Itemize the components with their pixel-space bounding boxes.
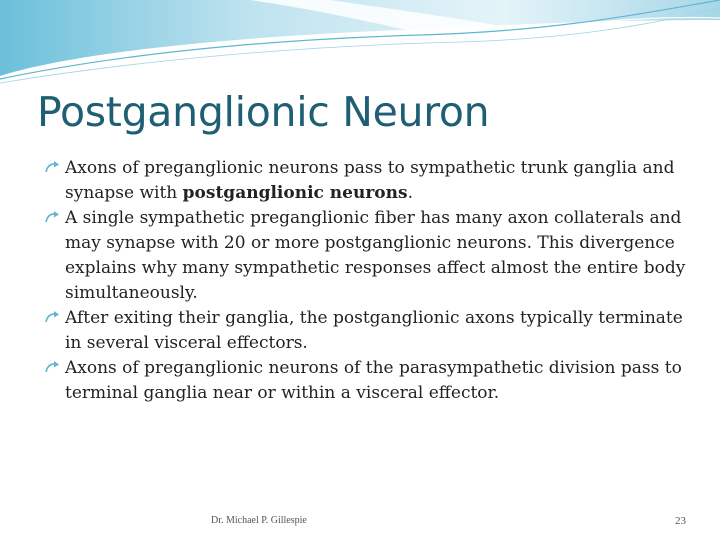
page-number: 23 xyxy=(675,515,686,527)
bullet-item xyxy=(44,306,694,356)
header-wave-decoration xyxy=(0,0,720,90)
bullet-item xyxy=(44,156,694,206)
bullet-bold-term: postganglionic neurons xyxy=(182,183,408,203)
footer-author: Dr. Michael P. Gillespie xyxy=(211,515,307,526)
bullet-text: After exiting their ganglia, the postganglionic axons typically terminate in several visceral effectors. xyxy=(65,308,683,353)
slide-title: Postganglionic Neuron xyxy=(37,88,490,136)
bullet-text: Axons of preganglionic neurons pass to sympathetic trunk ganglia and synapse with postganglionic neurons. xyxy=(65,158,675,203)
curved-arrow-bullet-icon xyxy=(44,157,62,177)
bullet-list xyxy=(44,156,694,406)
curved-arrow-bullet-icon xyxy=(44,307,62,327)
curved-arrow-bullet-icon xyxy=(44,357,62,377)
curved-arrow-bullet-icon xyxy=(44,207,62,227)
bullet-text: A single sympathetic preganglionic fiber has many axon collaterals and may synapse with 20 or more postganglionic neurons. This divergence explains why many sympathetic responses affect almost the entire body simultaneously. xyxy=(65,208,686,303)
bullet-text: Axons of preganglionic neurons of the parasympathetic division pass to terminal ganglia near or within a visceral effector. xyxy=(65,358,682,403)
bullet-item xyxy=(44,356,694,406)
bullet-item xyxy=(44,206,694,306)
